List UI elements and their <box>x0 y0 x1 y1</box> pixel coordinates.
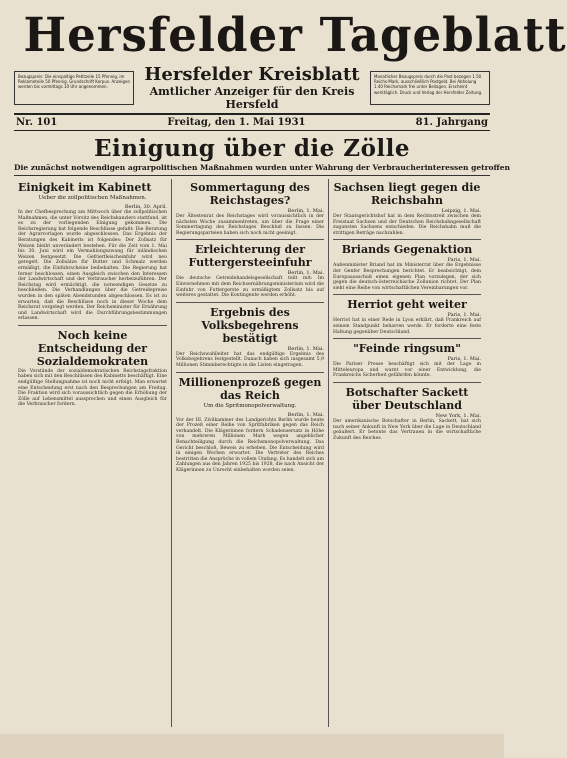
paper-subtitle: Amtlicher Anzeiger für den Kreis Hersfeld <box>149 85 355 111</box>
article-divider <box>176 239 324 240</box>
article-title: Sachsen liegt gegen die Reichsbahn <box>333 181 481 207</box>
article-dateline: Berlin, 30. April. <box>124 204 167 210</box>
article-title: Botschafter Sackett über Deutschland <box>345 385 469 412</box>
paper-name: Hersfelder Kreisblatt <box>144 64 360 85</box>
article-columns <box>14 179 490 727</box>
article-divider <box>176 302 324 303</box>
article-title: "Feinde ringsum" <box>353 342 461 356</box>
article-dateline: Paris, 1. Mai. <box>447 356 481 363</box>
article-title: Erleichterung der Futtergersteeinfuhr <box>188 243 312 270</box>
article-dateline: Leipzig, 1. Mai. <box>441 208 481 214</box>
article-dateline: Paris, 1. Mai. <box>447 257 481 264</box>
article-dateline: Berlin, 1. Mai. <box>287 411 324 418</box>
article-dateline: Berlin, 1. Mai. <box>287 208 324 214</box>
article-divider <box>333 294 481 295</box>
article-dateline: Berlin, 1. Mai. <box>287 345 324 352</box>
masthead-title: Hersfelder Tageblatt <box>23 8 567 63</box>
issue-date: Freitag, den 1. Mai 1931 <box>167 117 306 128</box>
article-dateline: Paris, 1. Mai. <box>447 312 481 319</box>
article-subtitle: Um die Spritmonopolverwaltung. <box>203 402 297 409</box>
article-body: Der Reichswahlleiter hat das endgültige Ergebnis des Volksbegehrens festgestellt. Danach haben sich insgesamt 5,9 Millionen Stimmberechtigte in die Listen eingetragen. <box>176 351 324 368</box>
column-3 <box>328 179 485 727</box>
article-title: Ergebnis des Volksbegehrens bestätigt <box>201 305 299 345</box>
article-body: Die Vorstände der sozialdemokratischen Reichstagsfraktion haben sich mit den Beschlüssen des Kabinetts beschäftigt. Eine endgültige Stellungnahme ist noch nicht erfolgt. Man erwartet eine Entscheidung erst nach den Besprechungen am Freitag. Die Fraktion wird sich voraussichtlich gegen die Erhöhung der Zölle auf Lebensmittel aussprechen und einen Ausgleich für die Verbraucher fordern. <box>18 368 167 408</box>
article-body: Der amerikanische Botschafter in Berlin, Sackett, hat sich nach seiner Ankunft in New York über die Lage in Deutschland geäußert. Er betonte das Vertrauen in die wirtschaftliche Zukunft des Reiches. <box>333 418 481 441</box>
article-body: Herriot hat in einer Rede in Lyon erklärt, daß Frankreich auf seinem Standpunkt beharren werde. Er forderte eine feste Haltung gegenüber Deutschland. <box>333 318 481 335</box>
page-bottom-band <box>0 734 504 758</box>
article-body: Der Staatsgerichtshof hat in dem Rechtsstreit zwischen dem Freistaat Sachsen und der Deutschen Reichsbahngesellschaft zugunsten Sachsens entschieden. Die Reichsbahn muß die strittigen Beträge nachzahlen. <box>333 214 481 236</box>
issue-number: Nr. 101 <box>16 117 58 128</box>
article-body: In der Chefbesprechung am Mittwoch über die zollpolitischen Maßnahmen, die unter Vorsitz des Reichskanzlers stattfand, ist es zu der vorliegenden Einigung gekommen. Die Reichsregierung hat folgende Beschlüsse gefaßt: Die Beratung der Agrarvorlagen wurde abgeschlossen. Das Ergebnis der Beratungen des Kabinetts ist folgendes: Der Zollsatz für Weizen bleibt unverändert bestehen. Für die Zeit vom 1. Mai bis 30. Juni wird ein Vermahlungszwang für inländischen Weizen festgesetzt. Die Gefrierfleischeinfuhr wird neu geregelt. Die Zollsätze für Butter und Schmalz werden ermäßigt, die Einfuhrscheine beibehalten. Die Regierung hat ferner beschlossen, einen Ausgleich zwischen den Interessen der Landwirtschaft und der Verbraucher herbeizuführen. Der Reichstag wird ermächtigt, die notwendigen Gesetze zu beschließen. Die Verhandlungen über die Getreidepreise wurden in den späten Abendstunden abgeschlossen. Es ist zu erwarten, daß die Beschlüsse noch in dieser Woche dem Reichsrat vorgelegt werden. Der Reichsminister für Ernährung und Landwirtschaft wird die Durchführungsbestimmungen erlassen. <box>18 210 167 322</box>
article-body: Außenminister Briand hat im Ministerrat über die Ergebnisse der Genfer Besprechungen berichtet. Er beabsichtigt, dem Europaausschuß einen eigenen Plan vorzulegen, der sich gegen die deutsch-österreichische Zollunion richtet. Der Plan sieht eine Reihe von wirtschaftlichen Vereinbarungen vor. <box>333 263 481 291</box>
column-2 <box>171 179 328 727</box>
article-title: Noch keine Entscheidung der Sozialdemokraten <box>36 328 149 368</box>
issue-year: 81. Jahrgang <box>415 117 488 128</box>
article-body: Die deutsche Getreidehandelsgesellschaft teilt mit: Im Einvernehmen mit dem Reichsernährungsministerium wird die Einfuhr von Futtergerste zu ermäßigtem Zollsatz bis auf weiteres gestattet. Die Kontingente werden erhöht. <box>176 276 324 299</box>
article-divider <box>18 325 167 326</box>
lead-headline: Einigung über die Zölle <box>93 135 411 162</box>
subscription-box: Monatlicher Bezugspreis durch die Post bezogen 1.50 Reichs-Mark, ausschließlich Postgeld. Bei Abholung 1.40 Reichsmark frei unter Beilagen. Erscheint werktäglich. Druck und Verlag der Hersfelder Zeitung. <box>370 71 490 105</box>
article-body: Die Pariser Presse beschäftigt sich mit der Lage in Mitteleuropa und warnt vor einer Entwicklung, die Frankreichs Sicherheit gefährden könnte. <box>333 362 481 379</box>
article-dateline: New York, 1. Mai. <box>435 412 481 419</box>
article-title: Herriot geht weiter <box>347 298 467 312</box>
issue-line <box>14 113 490 131</box>
article-title: Millionenprozeß gegen das Reich <box>178 375 322 402</box>
paper-name-block <box>134 65 370 111</box>
article-divider <box>333 239 481 240</box>
article-body: Vor der III. Zivilkammer des Landgerichts Berlin wurde heute der Prozeß einer Reihe von Spritfabriken gegen das Reich verhandelt. Die Klägerinnen fordern Schadensersatz in Höhe von mehreren Millionen Mark wegen angeblicher Benachteiligung durch die Reichsmonopolverwaltung. Das Gericht beschloß, Beweis zu erheben. Die Entscheidung wird in einigen Wochen erwartet. Die Vertreter des Reiches bestritten die Ansprüche in vollem Umfang. Es handelt sich um Zahlungen aus den Jahren 1925 bis 1928, die nach Ansicht der Klägerinnen zu Unrecht einbehalten worden seien. <box>176 417 324 473</box>
article-title: Einigkeit im Kabinett <box>18 181 152 194</box>
article-dateline: Berlin, 1. Mai. <box>287 270 324 277</box>
article-divider <box>176 372 324 373</box>
column-1 <box>14 179 171 727</box>
article-subtitle: Ueber die zollpolitischen Maßnahmen. <box>38 195 147 201</box>
article-divider <box>333 338 481 339</box>
article-title: Sommertagung des Reichstages? <box>190 181 310 207</box>
article-divider <box>333 382 481 383</box>
article-body: Der Ältestenrat des Reichstages wird voraussichtlich in der nächsten Woche zusammentreten, um über die Frage einer Sommertagung des Reichstages Beschluß zu fassen. Die Regierungsparteien haben sich noch nicht geeinigt. <box>176 214 324 236</box>
pricing-box: Bezugspreis: Die einspaltige Petitzeile 15 Pfennig, im Reklameteile 50 Pfennig. Grundschrift Korpus. Anzeigen werden bis vormittags 10 Uhr angenommen. <box>14 71 134 105</box>
lead-deck: Die zunächst notwendigen agrarpolitischen Maßnahmen wurden unter Wahrung der Verbraucherinteressen getroffen <box>14 163 490 176</box>
article-title: Briands Gegenaktion <box>341 243 473 257</box>
masthead-subhead <box>14 64 490 111</box>
